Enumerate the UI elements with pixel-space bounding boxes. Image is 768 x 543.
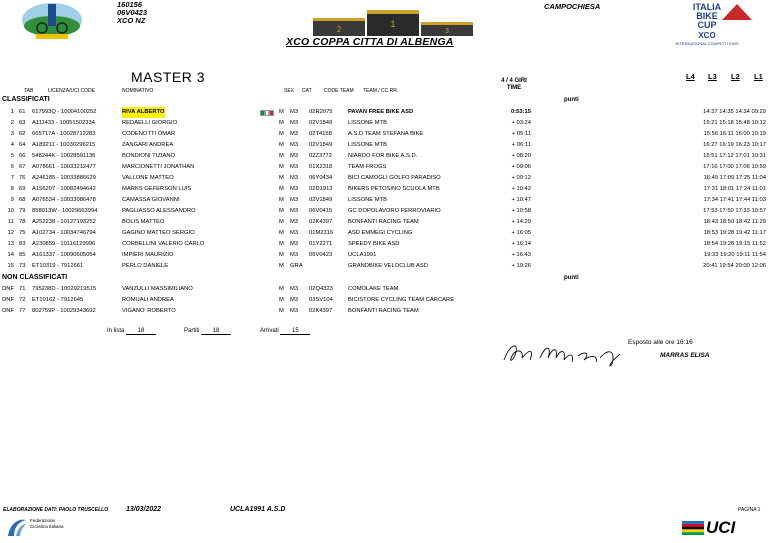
lap-times-cell: 14:37 14:35 14:34 09:29 xyxy=(703,109,766,115)
bib-cell: 64 xyxy=(19,142,26,148)
time-cell: + 10:58 xyxy=(511,208,531,214)
club-logo-icon xyxy=(18,0,86,40)
footer-organizer: UCLA1991 A.S.D xyxy=(230,506,286,513)
lap-times-cell: 20:41 19:54 20:00 12:06 xyxy=(703,263,766,269)
license-cell: 858013W - 10029663994 xyxy=(32,208,98,214)
italy-flag-icon xyxy=(260,110,274,116)
team-cell: BONFANTI RACING TEAM xyxy=(348,308,419,314)
sex-cell: M xyxy=(279,219,284,225)
bib-cell: 75 xyxy=(19,230,26,236)
podium-digit-2: 2 xyxy=(336,25,342,34)
podium-icon xyxy=(313,8,473,36)
license-cell: ET10162 - 7912645 xyxy=(32,297,84,303)
sex-cell: M xyxy=(279,230,284,236)
sex-cell: M xyxy=(279,142,284,148)
sex-cell: M xyxy=(279,153,284,159)
bib-cell: 71 xyxy=(19,286,26,292)
svg-text:INTERNATIONAL COMPETITIONS: INTERNATIONAL COMPETITIONS xyxy=(675,41,739,46)
position-cell: 1 xyxy=(10,109,14,115)
fci-logo xyxy=(6,516,66,542)
category-cell: M3 xyxy=(290,186,299,192)
sex-cell: M xyxy=(279,263,284,269)
category-cell: GRA xyxy=(290,263,303,269)
in-lista-value: 18 xyxy=(126,328,156,335)
category-cell: M3 xyxy=(290,252,299,258)
team-cell: GC DOPOLAVORO FERROVIARIO xyxy=(348,208,441,214)
arrivati-value: 15 xyxy=(280,328,310,335)
result-row xyxy=(0,162,768,173)
category-cell: M3 xyxy=(290,230,299,236)
category-cell: M3 xyxy=(290,308,299,314)
category-cell: M3 xyxy=(290,219,299,225)
sex-cell: M xyxy=(279,186,284,192)
rider-name-cell: PERLO DANIELE xyxy=(122,263,169,269)
rider-name-cell: GAGINO MATTEO SERGIO xyxy=(122,230,195,236)
position-cell: DNF xyxy=(2,286,14,292)
position-cell: 14 xyxy=(7,252,14,258)
license-cell: A156207 - 10082494642 xyxy=(32,186,96,192)
team-code-cell: 01X2318 xyxy=(309,164,333,170)
bib-cell: 85 xyxy=(19,252,26,258)
position-cell: 13 xyxy=(7,241,14,247)
team-cell: UCLA1991 xyxy=(348,252,377,258)
result-row xyxy=(0,173,768,184)
lap-header-l3: L3 xyxy=(708,72,717,81)
col-cat: CAT xyxy=(302,88,312,94)
sex-cell: M xyxy=(279,175,284,181)
lap-header-l1: L1 xyxy=(754,72,763,81)
svg-text:CUP: CUP xyxy=(697,20,717,30)
bib-cell: 72 xyxy=(19,297,26,303)
dnf-row xyxy=(0,306,768,317)
team-code-cell: 02V1849 xyxy=(309,142,333,148)
lap-header-l2: L2 xyxy=(731,72,740,81)
team-cell: SPEEDY BIKE ASD xyxy=(348,241,400,247)
team-code-cell: 02Z3772 xyxy=(309,153,332,159)
team-cell: NIARDO FOR BIKE A.S.D. xyxy=(348,153,418,159)
position-cell: 4 xyxy=(10,142,14,148)
team-code-cell: 02V1849 xyxy=(309,197,333,203)
sex-cell: M xyxy=(279,208,284,214)
team-cell: COMOLAKE TEAM xyxy=(348,286,399,292)
license-cell: A252238 - 10127193252 xyxy=(32,219,96,225)
time-cell: + 16:43 xyxy=(511,252,531,258)
elaborazione-text: ELABORAZIONE DATI: PAOLO TRUSCELLO xyxy=(3,507,109,513)
arrivati xyxy=(260,328,310,335)
sex-cell: M xyxy=(279,297,284,303)
rider-name-cell: CODENOTTI OMAR xyxy=(122,131,176,137)
col-sex: SEX xyxy=(284,88,295,94)
lap-times-cell: 16:49 17:09 17:25 11:04 xyxy=(703,175,766,181)
in-lista-label: In lista xyxy=(107,328,125,334)
classified-section-label: CLASSIFICATI xyxy=(2,96,50,103)
bib-cell: 68 xyxy=(19,197,26,203)
punti-label: punti xyxy=(564,97,579,103)
team-cell: A.S.D TEAM STEFANA BIKE xyxy=(348,131,424,137)
time-header: TIME xyxy=(506,85,522,91)
team-cell: LISSONE MTB xyxy=(348,197,387,203)
license-cell: 795238D - 10029219515 xyxy=(32,286,97,292)
team-code-cell: 02Q4323 xyxy=(309,286,333,292)
team-code-cell: 01Y2271 xyxy=(309,241,333,247)
position-cell: 2 xyxy=(10,120,14,126)
time-cell: + 19:26 xyxy=(511,263,531,269)
time-cell: + 05:11 xyxy=(511,131,531,137)
time-cell: 0:53:15 xyxy=(511,109,531,115)
footer-date: 13/03/2022 xyxy=(126,506,162,513)
category-cell: M3 xyxy=(290,131,299,137)
bib-cell: 78 xyxy=(19,219,26,225)
dnf-row xyxy=(0,284,768,295)
category-cell: M3 xyxy=(290,286,299,292)
result-row xyxy=(0,261,768,272)
license-cell: 548244K - 10028591136 xyxy=(32,153,96,159)
sex-cell: M xyxy=(279,131,284,137)
sex-cell: M xyxy=(279,197,284,203)
category-title: MASTER 3 xyxy=(131,69,206,85)
team-cell: GRANDBIKE VELOCLUB ASD xyxy=(348,263,428,269)
col-name: NOMINATIVO xyxy=(122,88,154,94)
category-cell: M3 xyxy=(290,241,299,247)
race-id: 160156 xyxy=(117,0,143,9)
not-classified-section-label: NON CLASSIFICATI xyxy=(2,274,68,281)
position-cell: 7 xyxy=(10,175,14,181)
rider-name-cell: BONDIONI TIZIANO xyxy=(122,153,176,159)
rider-name-cell: BOLIS MATTEO xyxy=(122,219,165,225)
team-code-cell: 01M2316 xyxy=(309,230,334,236)
license-cell: A189211 - 10030296215 xyxy=(32,142,96,148)
team-code-cell: 02T4158 xyxy=(309,131,332,137)
team-code-cell: 06V0423 xyxy=(309,252,333,258)
result-row xyxy=(0,129,768,140)
result-row xyxy=(0,217,768,228)
lap-times-cell: 17:53 17:50 17:33 10:57 xyxy=(703,208,766,214)
result-row xyxy=(0,151,768,162)
position-cell: 8 xyxy=(10,186,14,192)
col-tab: TAB xyxy=(24,88,34,94)
position-cell: 6 xyxy=(10,164,14,170)
time-cell: + 16:05 xyxy=(511,230,531,236)
bib-cell: 79 xyxy=(19,208,26,214)
bib-cell: 76 xyxy=(19,175,26,181)
race-title: XCO COPPA CITTA DI ALBENGA xyxy=(286,36,454,48)
license-cell: 665717A - 10028712283 xyxy=(32,131,96,137)
race-code: 06V0423 xyxy=(117,8,148,17)
time-cell: + 09:06 xyxy=(511,164,531,170)
lap-times-cell: 17:16 17:00 17:06 10:59 xyxy=(703,164,766,170)
result-row xyxy=(0,250,768,261)
license-cell: A246185 - 10033886629 xyxy=(32,175,96,181)
partiti xyxy=(184,328,231,335)
position-cell: 3 xyxy=(10,131,14,137)
license-cell: 617993Q - 10004100252 xyxy=(32,109,97,115)
rider-name-cell: ZANGARI ANDREA xyxy=(122,142,174,148)
sex-cell: M xyxy=(279,286,284,292)
lap-times-cell: 18:53 19:28 19:42 11:17 xyxy=(703,230,766,236)
lap-times-cell: 18:43 18:50 18:42 11:29 xyxy=(703,219,766,225)
page-number: PAGINA 1 xyxy=(738,507,761,513)
lap-times-cell: 19:33 19:20 19:11 11:54 xyxy=(704,252,766,258)
category-cell: M3 xyxy=(290,197,299,203)
lap-header-l4: L4 xyxy=(686,72,695,81)
rider-name-cell: REDAELLI GIORGIO xyxy=(122,120,178,126)
svg-text:XCO: XCO xyxy=(698,31,716,40)
team-cell: BICISTORE CYCLING TEAM CARCARE xyxy=(348,297,455,303)
result-row xyxy=(0,118,768,129)
bib-cell: 69 xyxy=(19,186,26,192)
license-cell: A161337 - 10090605054 xyxy=(32,252,96,258)
team-cell: BICI CAMOGLI GOLFO PARADISO xyxy=(348,175,441,181)
sex-cell: M xyxy=(279,241,284,247)
position-cell: 11 xyxy=(7,219,14,225)
time-cell: + 09:12 xyxy=(511,175,531,181)
lap-times-cell: 16:51 17:12 17:01 10:31 xyxy=(703,153,766,159)
team-code-cell: 06V0415 xyxy=(309,208,333,214)
position-cell: 10 xyxy=(7,208,14,214)
rider-name-cell: VIGANO' ROBERTO xyxy=(122,308,176,314)
bib-cell: 83 xyxy=(19,241,26,247)
sex-cell: M xyxy=(279,308,284,314)
rider-name-cell: CAMASSA GIOVANNI xyxy=(122,197,180,203)
team-cell: ASD EMMEGI CYCLING xyxy=(348,230,413,236)
race-discipline: XCO NZ xyxy=(117,16,146,25)
partiti-value: 18 xyxy=(201,328,231,335)
team-cell: BIKERS PETOSINO SCUOLA MTB xyxy=(348,186,440,192)
team-code-cell: 02K4397 xyxy=(309,219,333,225)
position-cell: 9 xyxy=(10,197,14,203)
team-code-cell: 03SV104 xyxy=(309,297,333,303)
sex-cell: M xyxy=(279,252,284,258)
bib-cell: 61 xyxy=(19,109,26,115)
rider-name-cell: VALLONE MATTEO xyxy=(122,175,174,181)
judge-name: MARRAS ELISA xyxy=(660,352,710,359)
sex-cell: M xyxy=(279,109,284,115)
result-row xyxy=(0,195,768,206)
time-cell: + 06:11 xyxy=(511,142,531,148)
bib-cell: 66 xyxy=(19,153,26,159)
rider-name-cell: ROMUALI ANDREA xyxy=(122,297,174,303)
team-cell: LISSONE MTB xyxy=(348,142,387,148)
signature-icon xyxy=(500,338,624,368)
result-row xyxy=(0,239,768,250)
team-cell: TEAM FROGS xyxy=(348,164,387,170)
category-cell: M3 xyxy=(290,153,299,159)
category-cell: M3 xyxy=(290,297,299,303)
result-row xyxy=(0,184,768,195)
col-team: TEAM / CC.RR. xyxy=(363,88,399,94)
uci-logo xyxy=(682,518,764,538)
rider-name-cell: CORBELLINI VALERIO CARLO xyxy=(122,241,205,247)
result-row xyxy=(0,140,768,151)
col-code-team: CODE TEAM xyxy=(324,88,354,94)
lap-times-cell: 17:34 17:41 17:44 11:03 xyxy=(703,197,766,203)
time-cell: + 08:20 xyxy=(511,153,531,159)
lap-times-cell: 18:54 19:28 19:15 11:52 xyxy=(703,241,766,247)
sex-cell: M xyxy=(279,164,284,170)
podium-digit-3: 3 xyxy=(445,28,449,35)
lap-times-cell: 17:31 18:01 17:24 11:01 xyxy=(703,186,766,192)
laps-count xyxy=(492,78,536,92)
svg-text:BIKE: BIKE xyxy=(696,11,718,21)
location: CAMPOCHIESA xyxy=(544,2,601,11)
lap-times-cell: 16:27 16:19 16:23 10:17 xyxy=(703,142,766,148)
team-code-cell: 02D1913 xyxy=(309,186,333,192)
category-cell: M3 xyxy=(290,109,299,115)
category-cell: M3 xyxy=(290,120,299,126)
uci-rainbow-icon xyxy=(682,521,704,535)
rider-name-cell: RIVA ALBERTO xyxy=(122,107,165,118)
bib-cell: 77 xyxy=(19,308,26,314)
license-cell: A076534 - 10033086478 xyxy=(32,197,96,203)
team-cell: PAVAN FREE BIKE ASD xyxy=(348,109,414,115)
fci-logo-icon xyxy=(6,516,28,538)
position-cell: 5 xyxy=(10,153,14,159)
bib-cell: 62 xyxy=(19,131,26,137)
arrivati-label: Arrivati xyxy=(260,328,279,334)
result-row xyxy=(0,107,768,118)
rider-name-cell: PAGLIASSO ALESSANDRO xyxy=(122,208,196,214)
license-cell: A230859 - 10116129996 xyxy=(32,241,96,247)
rider-name-cell: MARKS GEFERSON LUIS xyxy=(122,186,192,192)
lap-times-cell: 15:21 15:18 15:48 10:12 xyxy=(703,120,766,126)
result-row xyxy=(0,206,768,217)
italia-bike-cup-logo-icon xyxy=(662,0,760,48)
partiti-label: Partiti xyxy=(184,328,200,334)
col-license: LICENZA/UCI CODE xyxy=(48,88,95,94)
position-cell: 15 xyxy=(7,263,14,269)
in-lista xyxy=(107,328,156,335)
giri-label: 4 / 4 GIRI xyxy=(501,78,527,84)
time-cell: + 16:14 xyxy=(511,241,531,247)
team-code-cell: 02V1849 xyxy=(309,120,333,126)
time-cell: + 10:42 xyxy=(511,186,531,192)
license-cell: 802759P - 10029343692 xyxy=(32,308,96,314)
category-cell: M3 xyxy=(290,208,299,214)
time-cell: + 03:24 xyxy=(511,120,531,126)
team-cell: LISSONE MTB xyxy=(348,120,387,126)
sex-cell: M xyxy=(279,120,284,126)
bib-cell: 63 xyxy=(19,120,26,126)
lap-times-cell: 15:56 16:11 16:00 10:19 xyxy=(703,131,766,137)
rider-name-cell: VANZULLI MASSIMILIANO xyxy=(122,286,193,292)
position-cell: DNF xyxy=(2,297,14,303)
license-cell: A111433 - 10051502334 xyxy=(32,120,95,126)
category-cell: M3 xyxy=(290,142,299,148)
team-cell: BONFANTI RACING TEAM xyxy=(348,219,419,225)
svg-text:ITALIA: ITALIA xyxy=(692,2,722,12)
time-cell: + 14:29 xyxy=(511,219,531,225)
license-cell: ET10319 - 7912661 xyxy=(32,263,84,269)
bib-cell: 67 xyxy=(19,164,26,170)
license-cell: A078661 - 10033212477 xyxy=(32,164,96,170)
category-cell: M3 xyxy=(290,164,299,170)
fci-text: Federazione Ciclistica Italiana xyxy=(30,518,64,529)
time-cell: + 10:47 xyxy=(511,197,531,203)
position-cell: 12 xyxy=(7,230,14,236)
podium-digit-1: 1 xyxy=(390,19,396,29)
esposto-text: Esposto alle ore 16:16 xyxy=(628,339,693,346)
result-row xyxy=(0,228,768,239)
license-cell: A102734 - 10034746794 xyxy=(32,230,96,236)
category-cell: M3 xyxy=(290,175,299,181)
position-cell: DNF xyxy=(2,308,14,314)
team-code-cell: 02R2075 xyxy=(309,109,333,115)
team-code-cell: 02K4397 xyxy=(309,308,333,314)
rider-name-cell: MARCIONETTI JONATHAN xyxy=(122,164,195,170)
uci-text: UCI xyxy=(706,518,736,537)
rider-name-cell: IMPIERI MAURIZIO xyxy=(122,252,174,258)
dnf-row xyxy=(0,295,768,306)
bib-cell: 73 xyxy=(19,263,26,269)
team-code-cell: 06Y0434 xyxy=(309,175,333,181)
punti-label-2: punti xyxy=(564,275,579,281)
